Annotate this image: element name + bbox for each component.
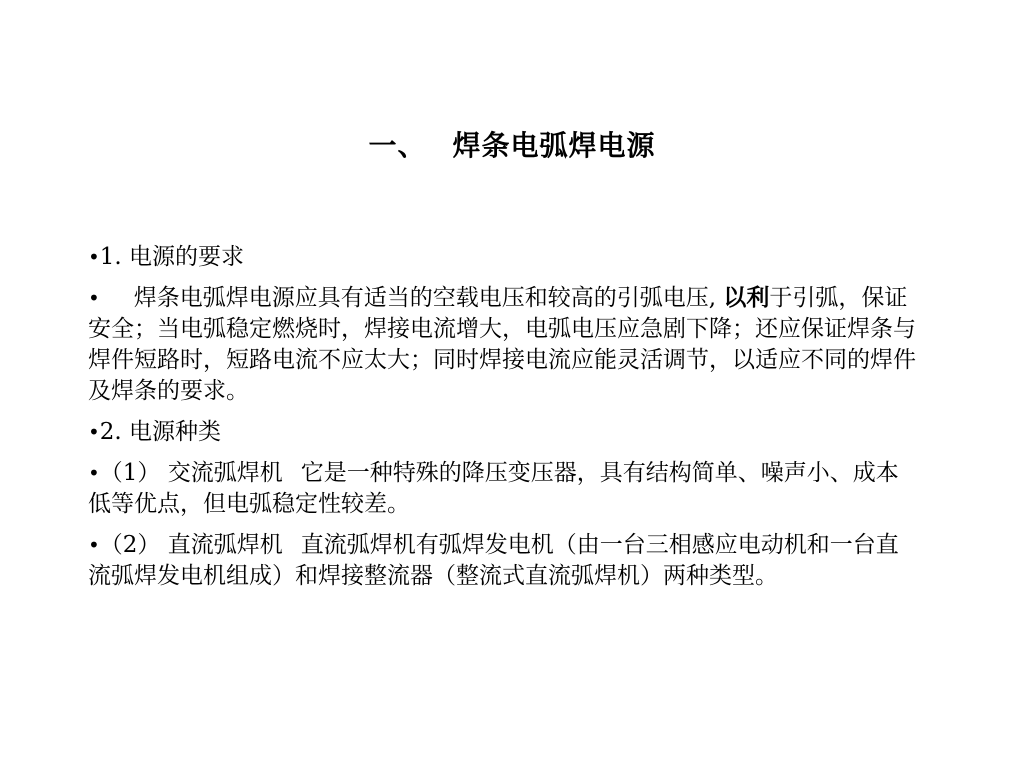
- title-text: 焊条电弧焊电源: [452, 129, 656, 162]
- item-text-after: 于引弧，保证安全；当电弧稳定燃烧时，焊接电流增大，电弧电压应急剧下降；还应保证焊条与焊件短路时，短路电流不应太大；同时焊接电流应能灵活调节，以适应不同的焊件及焊条的要求。: [88, 285, 916, 404]
- bullet-icon: •: [88, 533, 100, 557]
- bullet-icon: •: [88, 245, 100, 269]
- bullet-icon: •: [88, 420, 100, 444]
- bullet-icon: •: [88, 286, 100, 310]
- title-number: 一、: [368, 129, 427, 162]
- slide-body: [88, 242, 916, 602]
- list-item-requirements-heading: [88, 242, 916, 273]
- item-text: 1. 电源的要求: [99, 244, 245, 270]
- list-item-dc-welder: [88, 530, 916, 592]
- list-item-types-heading: [88, 417, 916, 448]
- item-text: 2. 电源种类: [99, 419, 222, 445]
- item-emphasis: 以利: [723, 285, 770, 311]
- item-text: 直流弧焊机有弧焊发电机（由一台三相感应电动机和一台直流弧焊发电机组成）和焊接整流器（整流式直流弧焊机）两种类型。: [88, 532, 899, 589]
- item-text: 它是一种特殊的降压变压器，具有结构简单、噪声小、成本低等优点，但电弧稳定性较差。: [88, 460, 899, 517]
- slide-title: [0, 128, 1024, 164]
- item-label: （2） 直流弧焊机: [99, 532, 283, 558]
- item-text-before: 焊条电弧焊电源应具有适当的空载电压和较高的引弧电压,: [133, 285, 717, 311]
- item-label: （1） 交流弧焊机: [99, 460, 283, 486]
- list-item-requirements-body: [88, 283, 916, 407]
- bullet-icon: •: [88, 461, 100, 485]
- list-item-ac-welder: [88, 458, 916, 520]
